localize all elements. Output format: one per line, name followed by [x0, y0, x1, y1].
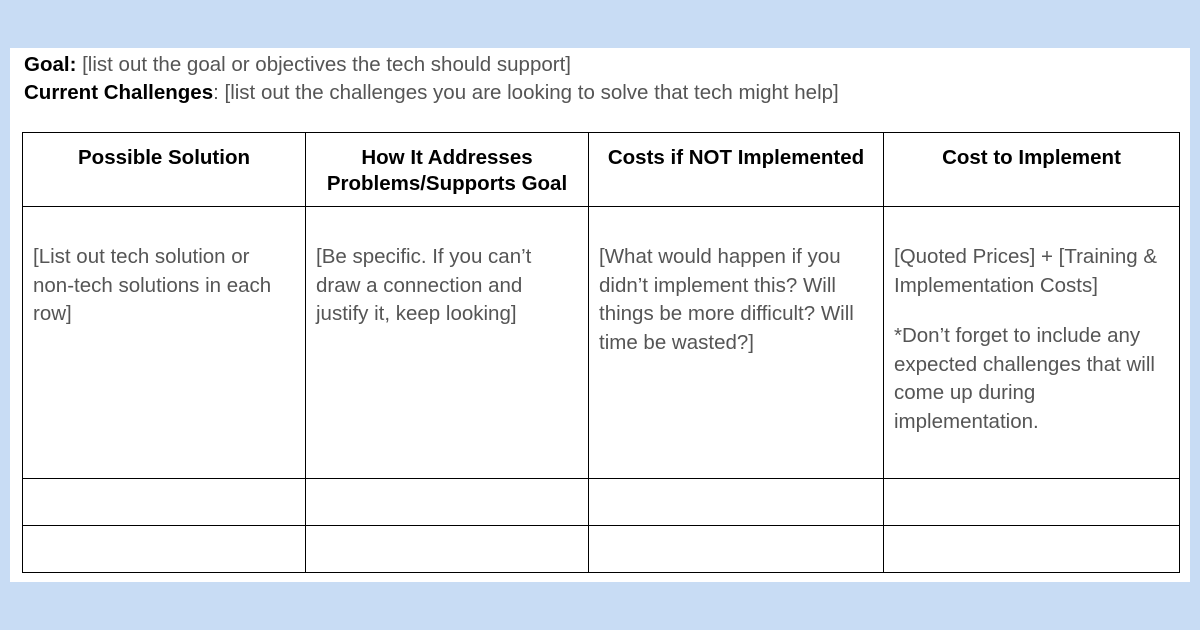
table-header-row	[23, 133, 1180, 207]
empty-cell[interactable]	[884, 478, 1180, 525]
empty-cell[interactable]	[306, 525, 589, 572]
template-sheet	[10, 48, 1190, 582]
cell-costs-if-not[interactable]: [What would happen if you didn’t implement this? Will things be more difficult? Will time be wasted?]	[589, 207, 884, 478]
cell-cost-to-implement[interactable]	[884, 207, 1180, 478]
cell-how-it-addresses[interactable]: [Be specific. If you can’t draw a connection and justify it, keep looking]	[306, 207, 589, 478]
table-row	[23, 207, 1180, 478]
empty-cell[interactable]	[589, 525, 884, 572]
cell-possible-solution[interactable]: [List out tech solution or non-tech solutions in each row]	[23, 207, 306, 478]
empty-cell[interactable]	[884, 525, 1180, 572]
challenges-label: Current Challenges	[24, 81, 214, 104]
empty-cell[interactable]	[23, 525, 306, 572]
column-header-how-it-addresses: How It Addresses Problems/Supports Goal	[306, 133, 589, 207]
empty-cell[interactable]	[23, 478, 306, 525]
empty-cell[interactable]	[589, 478, 884, 525]
empty-cell[interactable]	[306, 478, 589, 525]
goal-line	[24, 52, 571, 78]
cost-to-implement-note: *Don’t forget to include any expected challenges that will come up during implementation.	[894, 324, 1155, 433]
solutions-table	[22, 132, 1180, 573]
challenges-line	[24, 80, 839, 106]
cost-to-implement-text: [Quoted Prices] + [Training & Implementation Costs]	[894, 245, 1158, 297]
column-header-costs-if-not: Costs if NOT Implemented	[589, 133, 884, 207]
table-row	[23, 478, 1180, 525]
goal-label: Goal:	[24, 53, 77, 76]
column-header-possible-solution: Possible Solution	[23, 133, 306, 207]
column-header-cost-to-implement: Cost to Implement	[884, 133, 1180, 207]
challenges-text: : [list out the challenges you are looking to solve that tech might help]	[213, 81, 839, 104]
goal-text: [list out the goal or objectives the tech should support]	[76, 53, 571, 76]
table-row	[23, 525, 1180, 572]
